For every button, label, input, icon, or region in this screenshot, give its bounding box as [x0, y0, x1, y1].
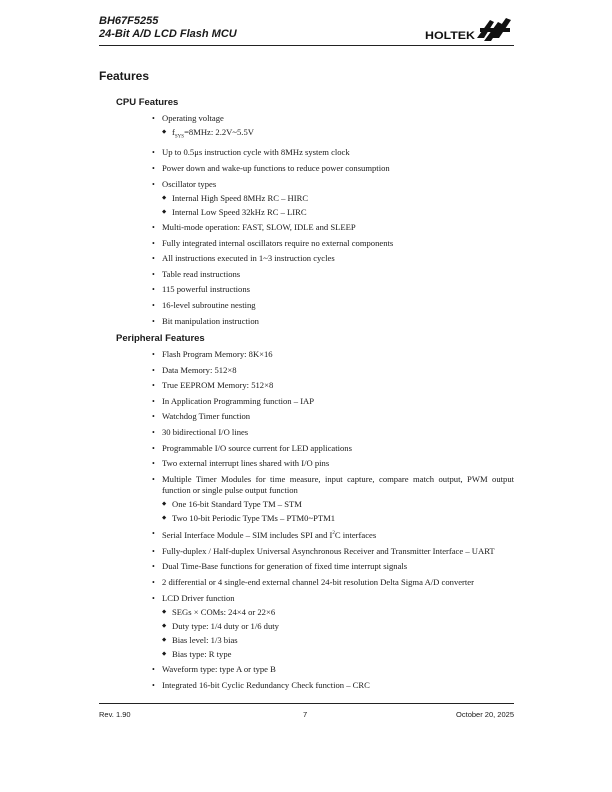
sim-superscript: 2	[332, 531, 335, 537]
list-item	[152, 593, 514, 660]
sub-list-item: ◆ Internal Low Speed 32kHz RC – LIRC	[162, 207, 514, 218]
sub-list-item: ◆ SEGs × COMs: 24×4 or 22×6	[162, 607, 514, 618]
list-item: • Up to 0.5μs instruction cycle with 8MHz system clock	[152, 147, 514, 158]
voltage-sublist	[162, 127, 514, 143]
fsys-range: =8MHz: 2.2V~5.5V	[184, 127, 254, 137]
footer-revision: Rev. 1.90	[99, 710, 131, 719]
list-item: • Flash Program Memory: 8K×16	[152, 349, 514, 360]
list-item: • In Application Programming function – IAP	[152, 396, 514, 407]
footer-date: October 20, 2025	[456, 710, 514, 719]
oscillator-sublist	[162, 193, 514, 218]
timer-modules-label: Multiple Timer Modules for time measure, input capture, compare match output, PWM output function or single pulse output function	[162, 473, 514, 495]
cpu-features-list	[152, 113, 514, 331]
operating-voltage-label: Operating voltage	[162, 113, 224, 123]
sub-list-item: ◆ Bias type: R type	[162, 649, 514, 660]
peripheral-features-heading: Peripheral Features	[116, 333, 205, 344]
holtek-logo	[424, 14, 514, 44]
list-item: • Dual Time-Base functions for generation of fixed time interrupt signals	[152, 561, 514, 572]
fsys-symbol: f	[172, 127, 175, 137]
list-item	[152, 528, 514, 541]
footer-page-number: 7	[303, 710, 308, 719]
cpu-features-heading: CPU Features	[116, 97, 179, 108]
document-title: 24-Bit A/D LCD Flash MCU	[99, 28, 237, 40]
list-item: • Watchdog Timer function	[152, 411, 514, 422]
footer-rule	[99, 703, 514, 704]
list-item: • 16-level subroutine nesting	[152, 300, 514, 311]
sub-list-item	[162, 127, 514, 143]
oscillator-types-label: Oscillator types	[162, 178, 217, 189]
timer-sublist	[162, 499, 514, 524]
sim-text-b: C interfaces	[334, 530, 377, 541]
list-item: • 2 differential or 4 single-end external channel 24-bit resolution Delta Sigma A/D converter	[152, 577, 514, 588]
list-item: • 30 bidirectional I/O lines	[152, 427, 514, 438]
sub-list-item: ◆ One 16-bit Standard Type TM – STM	[162, 499, 514, 510]
peripheral-features-list	[152, 349, 514, 695]
sub-list-item: ◆ Two 10-bit Periodic Type TMs – PTM0~PTM1	[162, 513, 514, 524]
part-number: BH67F5255	[99, 15, 159, 27]
list-item: • Table read instructions	[152, 269, 514, 280]
list-item: • Bit manipulation instruction	[152, 316, 514, 327]
list-item	[152, 113, 514, 143]
list-item: • Fully integrated internal oscillators require no external components	[152, 238, 514, 249]
list-item: • Programmable I/O source current for LED applications	[152, 443, 514, 454]
list-item: • Data Memory: 512×8	[152, 365, 514, 376]
list-item: • Multi-mode operation: FAST, SLOW, IDLE and SLEEP	[152, 222, 514, 233]
sim-text-a: Serial Interface Module – SIM includes SPI and I	[162, 530, 333, 541]
list-item: • Waveform type: type A or type B	[152, 664, 514, 675]
lcd-driver-label: LCD Driver function	[162, 592, 235, 603]
header-rule	[99, 45, 514, 46]
list-item: • Fully-duplex / Half-duplex Universal Asynchronous Receiver and Transmitter Interface – UART	[152, 546, 514, 557]
list-item	[152, 474, 514, 524]
list-item: • Two external interrupt lines shared with I/O pins	[152, 458, 514, 469]
sub-list-item: ◆ Duty type: 1/4 duty or 1/6 duty	[162, 621, 514, 632]
list-item: • All instructions executed in 1~3 instruction cycles	[152, 253, 514, 264]
list-item: • True EEPROM Memory: 512×8	[152, 380, 514, 391]
list-item: • Power down and wake-up functions to reduce power consumption	[152, 163, 514, 174]
holtek-logo-text: HOLTEK	[425, 30, 476, 42]
lcd-sublist	[162, 607, 514, 660]
fsys-subscript: SYS	[174, 134, 185, 140]
list-item: • Integrated 16-bit Cyclic Redundancy Check function – CRC	[152, 680, 514, 691]
features-heading: Features	[99, 69, 150, 83]
sub-list-item: ◆ Bias level: 1/3 bias	[162, 635, 514, 646]
list-item: • 115 powerful instructions	[152, 284, 514, 295]
sub-list-item: ◆ Internal High Speed 8MHz RC – HIRC	[162, 193, 514, 204]
list-item	[152, 179, 514, 218]
